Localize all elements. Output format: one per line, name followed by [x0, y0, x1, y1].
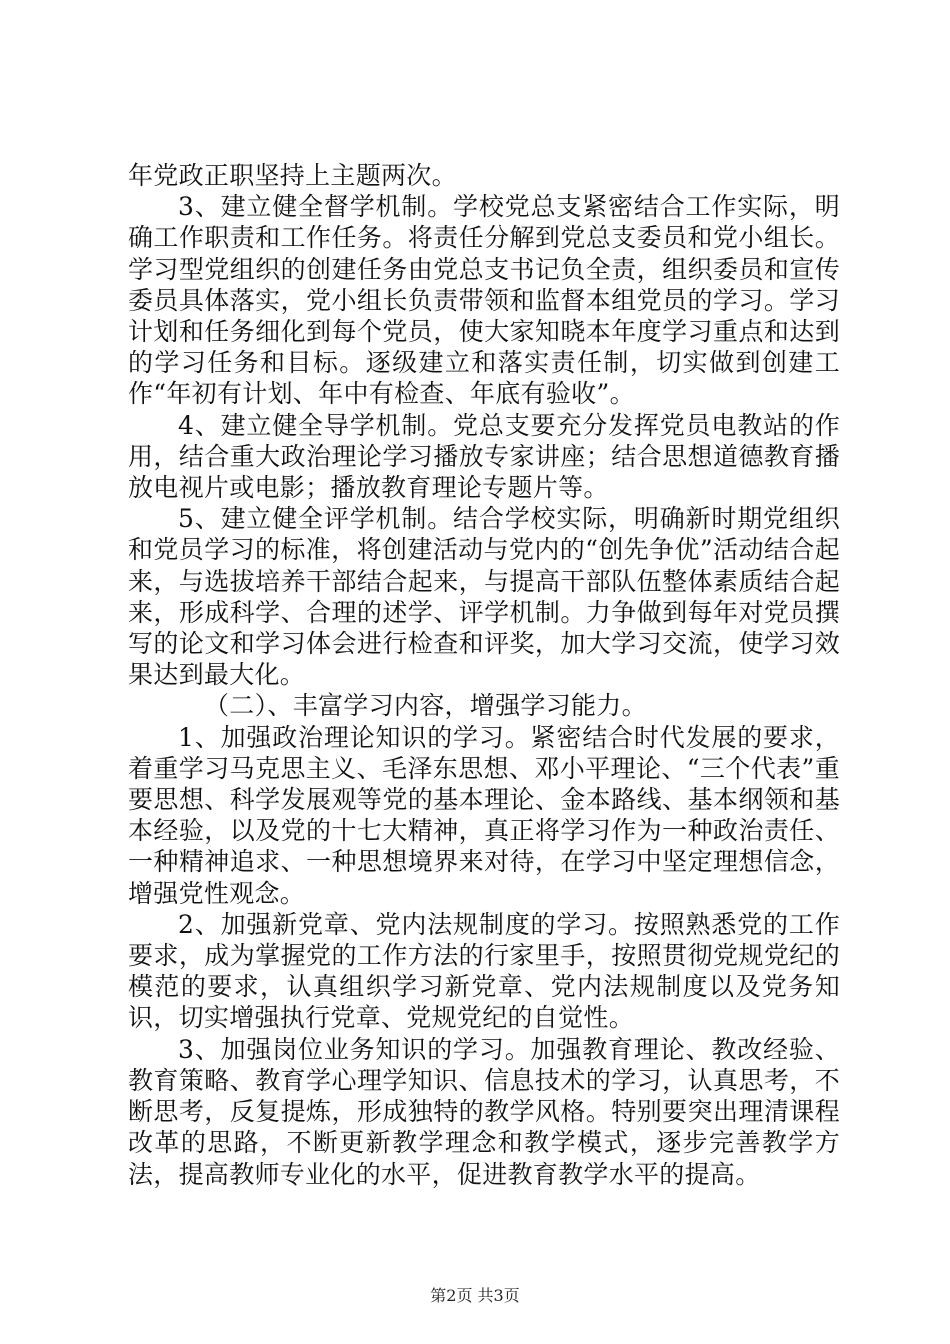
page-number-footer: 第2页 共3页 [430, 1286, 520, 1305]
document-body [128, 160, 840, 1190]
paragraph-continuation: 年党政正职坚持上主题两次。 [128, 161, 457, 190]
paragraph-evaluation-mechanism: 5、建立健全评学机制。结合学校实际，明确新时期党组织和党员学习的标准，将创建活动与党内的“创先争优”活动结合起来，与选拔培养干部结合起来，与提高干部队伍整体素质结合起来，形成科学、合理的述学、评学机制。力争做到每年对党员撰写的论文和学习体会进行检查和评奖，加大学习交流，使学习效果达到最大化。 [128, 504, 840, 690]
paragraph-political-theory: 1、加强政治理论知识的学习。紧密结合时代发展的要求，着重学习马克思主义、毛泽东思想、邓小平理论、“三个代表”重要思想、科学发展观等党的基本理论、金本路线、基本纲领和基本经验，以及党的十七大精神，真正将学习作为一种政治责任、一种精神追求、一种思想境界来对待，在学习中坚定理想信念，增强党性观念。 [128, 722, 840, 908]
paragraph-guidance-mechanism: 4、建立健全导学机制。党总支要充分发挥党员电教站的作用，结合重大政治理论学习播放专家讲座；结合思想道德教育播放电视片或电影；播放教育理论专题片等。 [128, 410, 840, 503]
paragraph-professional-knowledge: 3、加强岗位业务知识的学习。加强教育理论、教改经验、教育策略、教育学心理学知识、信息技术的学习，认真思考，不断思考，反复提炼，形成独特的教学风格。特别要突出理清课程改革的思路，不断更新教学理念和教学模式，逐步完善教学方法，提高教师专业化的水平，促进教育教学水平的提高。 [128, 1034, 840, 1189]
paragraph-supervision-mechanism: 3、建立健全督学机制。学校党总支紧密结合工作实际，明确工作职责和工作任务。将责任分解到党总支委员和党小组长。学习型党组织的创建任务由党总支书记负全责，组织委员和宣传委员具体落实，党小组长负责带领和监督本组党员的学习。学习计划和任务细化到每个党员，使大家知晓本年度学习重点和达到的学习任务和目标。逐级建立和落实责任制，切实做到创建工作“年初有计划、年中有检查、年底有验收”。 [128, 192, 840, 409]
paragraph-party-constitution: 2、加强新党章、党内法规制度的学习。按照熟悉党的工作要求，成为掌握党的工作方法的行家里手，按照贯彻党规党纪的模范的要求，认真组织学习新党章、党内法规制度以及党务知识，切实增强执行党章、党规党纪的自觉性。 [128, 909, 840, 1033]
section-heading-2: （二）、丰富学习内容，增强学习能力。 [204, 691, 647, 721]
